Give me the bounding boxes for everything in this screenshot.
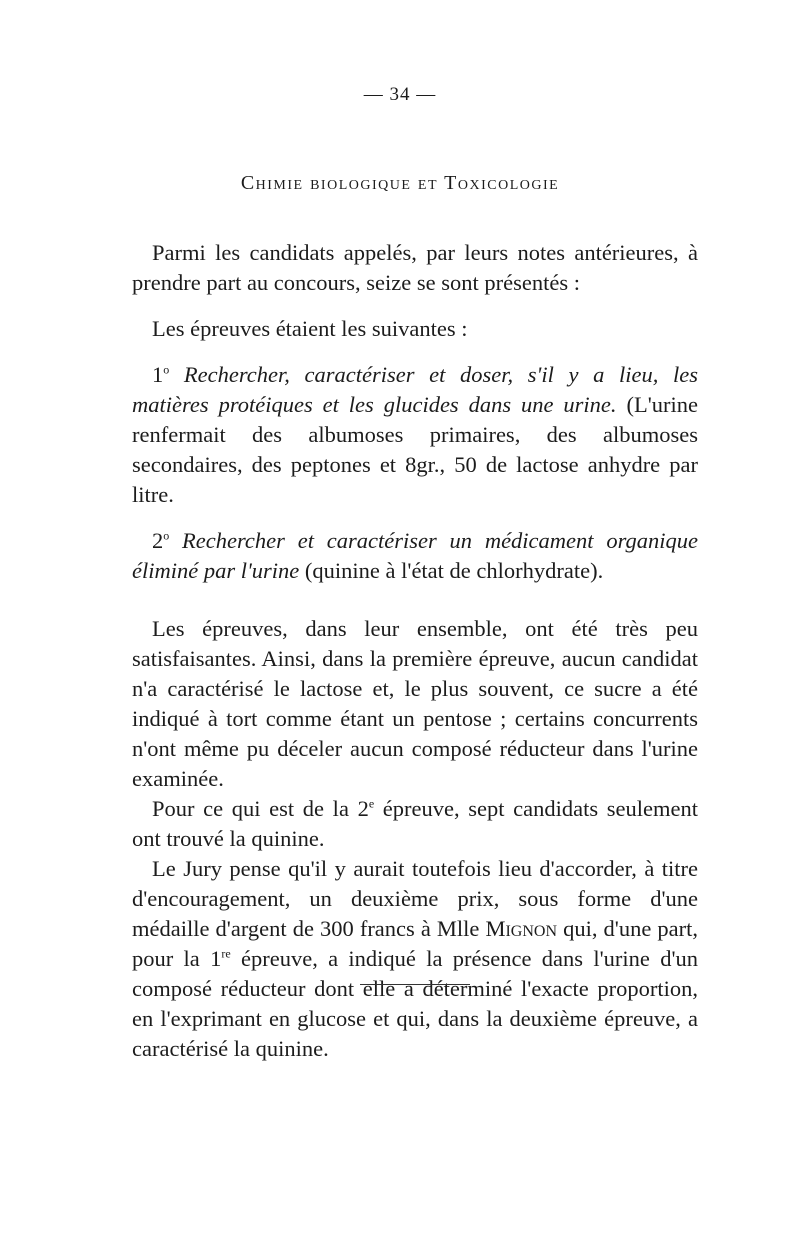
end-rule [360,984,470,985]
item-italic: Rechercher, caractériser et doser, s'il y a lieu, les matières protéiques et les glucides dans une urine. [132,362,698,417]
degree-mark: o [163,528,170,543]
page-number: — 34 — [363,84,437,105]
paragraph-results: Les épreuves, dans leur ensemble, ont été très peu satisfaisantes. Ainsi, dans la première épreuve, aucun candidat n'a caractérisé le lactose et, le plus souvent, ce sucre a été indiqué à tort comme étant un pentose ; certains concurrents n'ont même pu déceler aucun composé réducteur dans l'urine examinée. [132,616,698,791]
body-text [132,238,698,1064]
item-roman: (L'urine renfermait des albumoses primaires, des albumoses secondaires, des peptones et 8gr., 50 de lactose anhydre par litre. [132,392,698,507]
item-roman: (quinine à l'état de chlorhydrate). [299,558,604,583]
section-heading: Chimie biologique et Toxicologie [240,172,560,194]
paragraph-epreuves: Les épreuves étaient les suivantes : [152,316,468,341]
paragraph-second-epreuve: Pour ce qui est de la 2e épreuve, sept candidats seulement ont trouvé la quinine. [132,796,698,851]
list-item-2 [132,526,698,586]
item-number: 1 [152,362,164,387]
degree-mark: o [163,362,170,377]
candidate-name: Mignon [485,916,558,941]
item-number: 2 [152,528,164,553]
paragraph-jury: Le Jury pense qu'il y aurait toutefois lieu d'accorder, à titre d'encouragement, un deuxième prix, sous forme d'une médaille d'argent de 300 francs à Mlle Mignon qui, d'une part, pour la 1re épreuve, a indiqué la présence dans l'urine d'un composé réducteur dont elle a déterminé l'exacte proportion, en l'exprimant en glucose et qui, dans la deuxième épreuve, a caractérisé la quinine. [132,856,698,1061]
item-italic: Rechercher et caractériser un médicament organique éliminé par l'urine [132,528,698,583]
paragraph-intro: Parmi les candidats appelés, par leurs notes antérieures, à prendre part au concours, seize se sont présentés : [132,240,698,295]
list-item-1 [132,360,698,510]
